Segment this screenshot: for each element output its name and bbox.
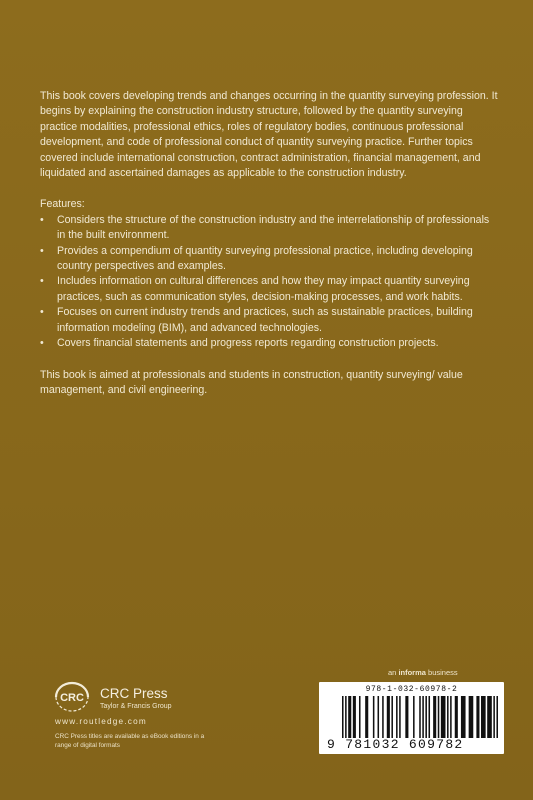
barcode-bar xyxy=(419,696,421,738)
barcode-bar xyxy=(438,696,440,738)
barcode-bar xyxy=(359,696,361,738)
barcode-bar xyxy=(487,696,492,738)
barcode-bar xyxy=(493,696,495,738)
barcode-bar xyxy=(373,696,375,738)
bullet-icon: • xyxy=(40,213,44,226)
crc-press-logo xyxy=(52,681,92,713)
barcode-bar xyxy=(391,696,393,738)
barcode-bar xyxy=(433,696,436,738)
ebook-availability-note: CRC Press titles are available as eBook editions in a range of digital formats xyxy=(55,733,205,749)
feature-item: • Covers financial statements and progress reports regarding construction projects. xyxy=(40,336,498,351)
barcode-bar xyxy=(342,696,344,738)
barcode-bar xyxy=(461,696,466,738)
ean-digits: 9 781032 609782 xyxy=(327,737,464,752)
barcode-bar xyxy=(441,696,446,738)
barcode-bar xyxy=(387,696,390,738)
barcode-bar xyxy=(353,696,356,738)
blurb-text xyxy=(40,89,498,398)
bullet-icon: • xyxy=(40,244,44,257)
publisher-group: Taylor & Francis Group xyxy=(100,703,172,710)
isbn-number: 978-1-032-60978-2 xyxy=(365,685,458,694)
barcode-bar xyxy=(481,696,486,738)
feature-item: • Includes information on cultural differences and how they may impact quantity surveying practices, such as communication styles, decision-making processes, and work habits. xyxy=(40,275,470,303)
feature-item: • Focuses on current industry trends and practices, such as sustainable practices, building information modeling (BIM), and advanced technologies. xyxy=(40,306,473,334)
barcode-bar xyxy=(348,696,351,738)
logo-lettering: CRC xyxy=(60,692,84,704)
barcode-bar xyxy=(405,696,408,738)
barcode-bar xyxy=(345,696,347,738)
barcode-bar xyxy=(399,696,401,738)
feature-item: • Provides a compendium of quantity surveying professional practice, including developing country perspectives and examples. xyxy=(40,244,473,273)
bullet-icon: • xyxy=(40,337,44,350)
barcode-bar xyxy=(422,696,424,738)
audience-paragraph: This book is aimed at professionals and students in construction, quantity surveying/ value management, and civil engineering. xyxy=(40,368,463,396)
isbn-barcode xyxy=(319,682,504,754)
informa-business-tagline: an informa business xyxy=(388,668,458,677)
barcode-bar xyxy=(469,696,474,738)
barcode-bar xyxy=(447,696,449,738)
barcode-bar xyxy=(496,696,498,738)
features-heading: Features: xyxy=(40,198,85,211)
barcode-bars xyxy=(342,696,498,738)
barcode-bar xyxy=(476,696,479,738)
features-list xyxy=(40,213,498,352)
barcode-bar xyxy=(413,696,415,738)
barcode-bar xyxy=(365,696,368,738)
barcode-bar xyxy=(378,696,380,738)
informa-brand: informa xyxy=(398,668,426,677)
barcode-bar xyxy=(382,696,384,738)
barcode-bar xyxy=(450,696,452,738)
bullet-icon: • xyxy=(40,275,44,288)
description-paragraph: This book covers developing trends and changes occurring in the quantity surveying profession. It begins by explaining the construction industry structure, followed by the quantity surveying practice modalities, professional ethics, roles of regulatory bodies, continuous professional development, and code of professional conduct of quantity surveying practice. Further topics covered include international construction, contract administration, financial management, and liquidated and ascertained damages as applicable to the construction industry. xyxy=(40,90,498,180)
barcode-bar xyxy=(425,696,427,738)
publisher-name: CRC Press xyxy=(100,686,168,701)
publisher-website: www.routledge.com xyxy=(55,717,147,726)
bullet-icon: • xyxy=(40,306,44,319)
barcode-bar xyxy=(429,696,431,738)
barcode-bar xyxy=(396,696,398,738)
feature-item: • Considers the structure of the construction industry and the interrelationship of professionals in the built environment. xyxy=(40,213,490,242)
barcode-bar xyxy=(455,696,458,738)
